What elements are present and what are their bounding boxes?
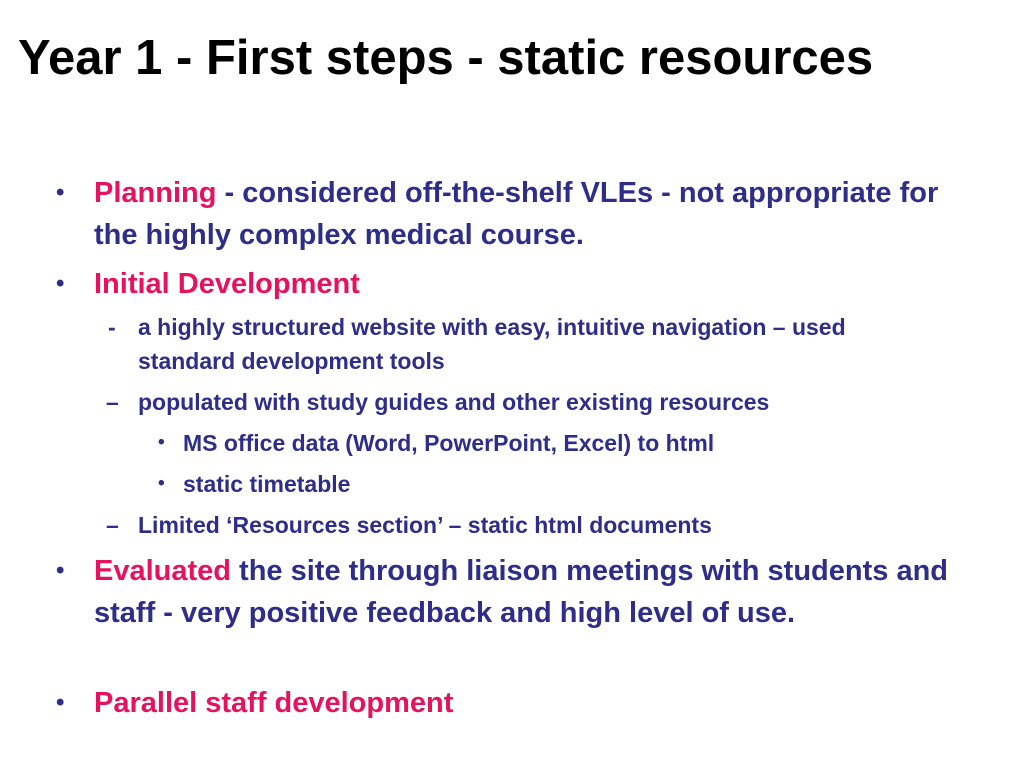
bullet-marker: • xyxy=(56,179,65,206)
sub-sub-item-text: static timetable xyxy=(183,471,351,497)
bullet-item-evaluated xyxy=(56,550,974,634)
bullet-marker: • xyxy=(158,473,165,494)
sub-item-text: populated with study guides and other existing resources xyxy=(138,389,770,415)
slide-title: Year 1 - First steps - static resources xyxy=(18,31,874,85)
sub-sub-item-text: MS office data (Word, PowerPoint, Excel) to html xyxy=(183,430,715,456)
sub-item-website xyxy=(108,310,938,378)
sub-item-resources xyxy=(106,508,958,542)
sub-item-text: a highly structured website with easy, intuitive navigation – used standard development tools xyxy=(138,314,846,374)
bullet-text: - considered off-the-shelf VLEs - not appropriate for the highly complex medical course. xyxy=(94,177,939,251)
sub-sub-item-ms-office xyxy=(158,426,943,460)
bullet-item-parallel-staff xyxy=(56,682,974,724)
bullet-marker: • xyxy=(56,689,65,716)
sub-item-populated xyxy=(106,385,958,419)
dash-marker: - xyxy=(108,314,116,340)
bullet-marker: • xyxy=(56,270,65,297)
dash-marker: – xyxy=(106,389,119,415)
highlight-term: Parallel staff development xyxy=(94,687,454,719)
sub-sub-item-timetable xyxy=(158,467,943,501)
bullet-marker: • xyxy=(56,557,65,584)
highlight-term: Evaluated xyxy=(94,555,231,587)
dash-marker: – xyxy=(106,512,119,538)
bullet-marker: • xyxy=(158,432,165,453)
bullet-item-planning xyxy=(56,172,974,256)
bullet-item-initial-development xyxy=(56,263,974,305)
highlight-term: Planning xyxy=(94,177,217,209)
sub-item-text: Limited ‘Resources section’ – static html documents xyxy=(138,512,712,538)
bullet-text: the site through liaison meetings with students and staff - very positive feedback and high level of use. xyxy=(94,555,948,629)
highlight-term: Initial Development xyxy=(94,268,360,300)
